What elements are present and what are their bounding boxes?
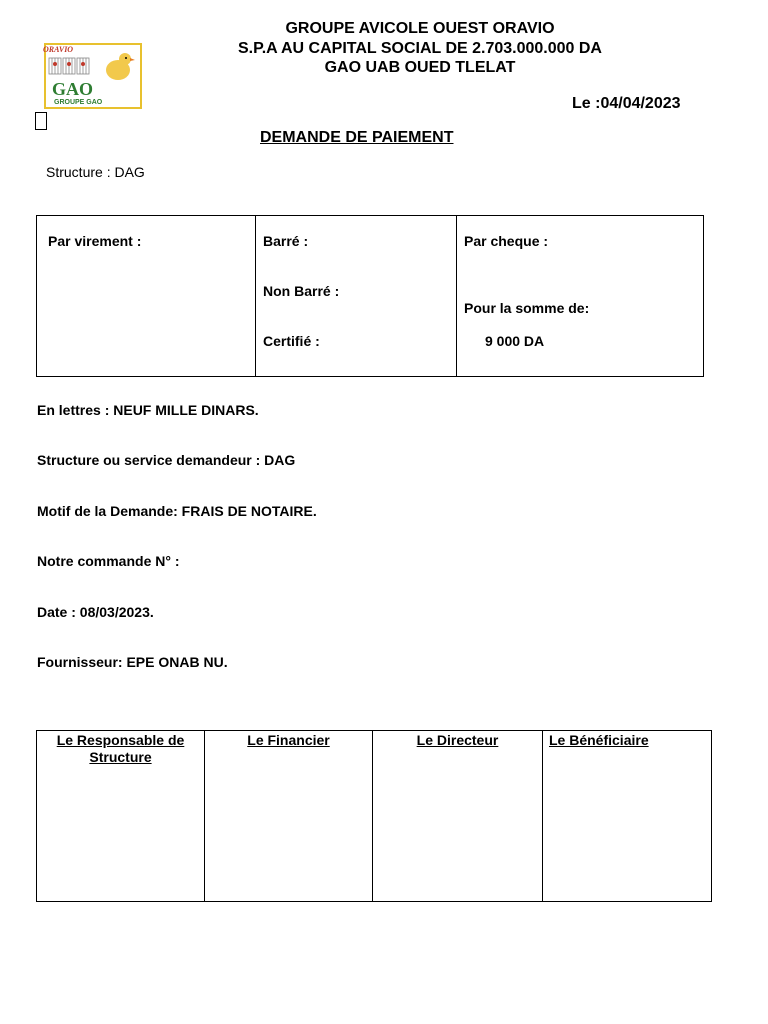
request-date: Date : 08/03/2023. <box>37 604 154 620</box>
logo-bottom-text: GROUPE GAO <box>54 99 103 106</box>
barre-label: Barré : <box>263 233 309 249</box>
payment-cell-options <box>256 216 457 376</box>
par-virement-label: Par virement : <box>48 233 142 249</box>
request-reason: Motif de la Demande: FRAIS DE NOTAIRE. <box>37 503 317 519</box>
certifie-label: Certifié : <box>263 333 320 349</box>
document-date: Le :04/04/2023 <box>572 95 681 112</box>
non-barre-label: Non Barré : <box>263 283 340 299</box>
pour-la-somme-label: Pour la somme de: <box>464 300 590 316</box>
payment-cell-cheque <box>457 216 703 376</box>
signature-financier: Le Financier <box>205 731 373 901</box>
payment-cell-virement <box>37 216 256 376</box>
company-logo <box>38 40 142 110</box>
amount-value: 9 000 DA <box>485 333 545 349</box>
signature-directeur: Le Directeur <box>373 731 543 901</box>
missing-glyph-icon <box>35 112 47 130</box>
signature-responsable: Le Responsable de Structure <box>37 731 205 901</box>
payment-method-table <box>36 215 704 377</box>
structure-label: Structure : DAG <box>46 164 145 180</box>
amount-in-words: En lettres : NEUF MILLE DINARS. <box>37 402 259 418</box>
supplier: Fournisseur: EPE ONAB NU. <box>37 654 228 670</box>
signature-table <box>36 730 712 902</box>
company-name: GROUPE AVICOLE OUEST ORAVIO <box>285 20 555 37</box>
par-cheque-label: Par cheque : <box>464 233 549 249</box>
logo-main-text: GAO <box>52 79 94 99</box>
logo-top-text: ORAVIO <box>43 45 74 54</box>
page-title: DEMANDE DE PAIEMENT <box>260 129 454 146</box>
requesting-service: Structure ou service demandeur : DAG <box>37 452 296 468</box>
signature-beneficiaire: Le Bénéficiaire <box>549 732 649 748</box>
company-capital: S.P.A AU CAPITAL SOCIAL DE 2.703.000.000 DA <box>238 40 602 57</box>
order-number: Notre commande N° : <box>37 553 180 569</box>
company-site: GAO UAB OUED TLELAT <box>324 59 516 76</box>
